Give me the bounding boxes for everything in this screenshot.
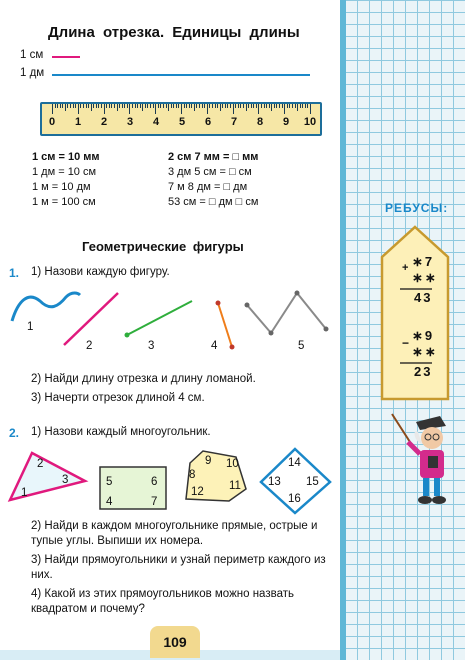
ruler-tick (98, 104, 99, 108)
ruler-tick (186, 104, 187, 108)
conversion-row: 1 м = 100 см (32, 196, 96, 208)
ruler-tick (140, 104, 141, 108)
broken-line-vertex (269, 331, 274, 336)
ruler-tick (284, 104, 285, 114)
orange-segment-figure (218, 303, 232, 347)
ray-figure (127, 301, 192, 335)
ruler-tick (142, 104, 143, 111)
task1-question-3: 3) Начерти отрезок длиной 4 см. (31, 392, 205, 404)
ruler-tick (230, 104, 231, 108)
ruler-tick (233, 104, 234, 114)
cm-segment (52, 56, 80, 58)
professor-illustration (388, 408, 450, 506)
ruler-tick (248, 104, 249, 108)
ruler-tick (238, 104, 239, 108)
angle-number: 2 (37, 458, 44, 470)
ruler-label: 10 (303, 116, 317, 128)
ruler-tick (124, 104, 125, 108)
ruler-tick (86, 104, 87, 108)
broken-line-figure (247, 293, 326, 333)
angle-number: 8 (189, 469, 196, 481)
ruler-tick (65, 104, 66, 111)
professor-arm (408, 442, 420, 454)
ruler-label: 5 (178, 116, 186, 128)
broken-line-vertex (324, 327, 329, 332)
ruler-tick (173, 104, 174, 108)
ruler-tick (129, 104, 130, 114)
ruler-tick (222, 104, 223, 108)
angle-number: 14 (288, 457, 301, 469)
ruler-tick (246, 104, 247, 111)
ruler-label: 1 (74, 116, 82, 128)
ruler-tick (83, 104, 84, 108)
professor-shoe (418, 496, 432, 504)
ruler-tick (73, 104, 74, 108)
conversion-row: 3 дм 5 см = □ см (168, 166, 252, 178)
angle-number: 7 (151, 496, 158, 508)
unit-cm-label: 1 см (20, 49, 44, 61)
ruler-label: 0 (48, 116, 56, 128)
broken-line-vertex (295, 291, 300, 296)
ruler-tick (292, 104, 293, 108)
ruler-tick (302, 104, 303, 108)
ruler-tick (178, 104, 179, 108)
ruler-tick (55, 104, 56, 108)
ruler-tick (215, 104, 216, 108)
pointer-stick (392, 414, 410, 442)
ruler-tick (295, 104, 296, 108)
conversions-left (32, 150, 100, 210)
ruler-label: 8 (256, 116, 264, 128)
rebus-title: РЕБУСЫ: (385, 201, 449, 215)
angle-number: 9 (205, 455, 212, 467)
ruler-tick (305, 104, 306, 108)
ruler-tick (274, 104, 275, 108)
rebus-result: 23 (414, 364, 433, 379)
ruler-tick (70, 104, 71, 108)
ruler-tick (137, 104, 138, 108)
task1-number: 1. (9, 266, 20, 280)
ruler-tick (181, 104, 182, 114)
ruler-tick (279, 104, 280, 108)
ruler-label: 4 (152, 116, 160, 128)
ruler-tick (209, 104, 210, 108)
ruler-tick (104, 104, 105, 114)
angle-number: 6 (151, 476, 158, 488)
conversions-right (168, 150, 258, 210)
figure-label: 5 (298, 340, 305, 352)
ruler-tick (52, 104, 53, 114)
rebus-line: ∗∗ (412, 344, 438, 359)
ruler-tick (300, 104, 301, 108)
ruler-tick (289, 104, 290, 108)
ruler-tick (168, 104, 169, 111)
ruler-tick (158, 104, 159, 108)
ruler-tick (196, 104, 197, 108)
ray-endpoint (125, 333, 130, 338)
conversion-row: 53 см = □ дм □ см (168, 196, 259, 208)
ruler-tick (109, 104, 110, 108)
ruler-tick (119, 104, 120, 108)
professor-head (421, 427, 443, 449)
rebus-result: 43 (414, 290, 433, 305)
angle-number: 12 (191, 486, 204, 498)
ruler-tick (67, 104, 68, 108)
ruler-tick (310, 104, 311, 114)
section-title: Геометрические фигуры (82, 239, 244, 254)
ruler-tick (253, 104, 254, 108)
ruler-tick (199, 104, 200, 108)
angle-number: 1 (21, 487, 28, 499)
ruler-tick (75, 104, 76, 108)
ruler-label: 9 (282, 116, 290, 128)
conversion-row: 1 дм = 10 см (32, 166, 97, 178)
ruler-tick (163, 104, 164, 108)
ruler-tick (251, 104, 252, 108)
figure-label: 1 (27, 321, 34, 333)
ruler-label: 3 (126, 116, 134, 128)
ruler-tick (80, 104, 81, 108)
page-divider (340, 0, 346, 660)
angle-number: 16 (288, 493, 301, 505)
ruler-tick (276, 104, 277, 108)
curve-figure (12, 293, 80, 321)
ruler-tick (117, 104, 118, 111)
ruler-tick (160, 104, 161, 108)
ruler-tick (111, 104, 112, 108)
ruler-tick (191, 104, 192, 108)
segment-endpoint (216, 301, 221, 306)
task1-question-1: 1) Назови каждую фигуру. (31, 266, 170, 278)
ruler (40, 102, 322, 136)
ruler-tick (202, 104, 203, 108)
task2-question-1: 1) Назови каждый многоугольник. (31, 426, 211, 438)
ruler-tick (114, 104, 115, 108)
task1-figures (0, 285, 340, 360)
ruler-tick (184, 104, 185, 108)
angle-number: 5 (106, 476, 113, 488)
ruler-tick (122, 104, 123, 108)
ruler-tick (271, 104, 272, 111)
ruler-label: 7 (230, 116, 238, 128)
ruler-tick (212, 104, 213, 108)
professor-leg (434, 478, 440, 496)
ruler-tick (57, 104, 58, 108)
ruler-tick (62, 104, 63, 108)
angle-number: 4 (106, 496, 113, 508)
task2-question-2: 2) Найди в каждом многоугольнике прямые, острые и тупые углы. Выпиши их номера. (31, 520, 318, 547)
rebus-sign: − (402, 336, 410, 350)
ruler-tick (60, 104, 61, 108)
professor-leg (423, 478, 429, 496)
rebus-line: ∗9 (412, 328, 435, 343)
ruler-tick (297, 104, 298, 111)
ruler-tick (225, 104, 226, 108)
ruler-tick (217, 104, 218, 108)
ruler-tick (91, 104, 92, 111)
ruler-tick (106, 104, 107, 108)
ruler-tick (145, 104, 146, 108)
angle-number: 11 (229, 480, 241, 492)
ruler-tick (287, 104, 288, 108)
dm-segment (52, 74, 310, 76)
ruler-tick (88, 104, 89, 108)
professor-hair (415, 431, 422, 444)
page-title: Длина отрезка. Единицы длины (48, 24, 300, 41)
segment-endpoint (230, 345, 235, 350)
task1-question-2: 2) Найди длину отрезка и длину ломаной. (31, 373, 256, 385)
angle-number: 10 (226, 458, 239, 470)
angle-number: 3 (62, 474, 69, 486)
ruler-tick (153, 104, 154, 108)
ruler-tick (78, 104, 79, 114)
ruler-tick (147, 104, 148, 108)
figure-label: 2 (86, 340, 93, 352)
broken-line-vertex (245, 303, 250, 308)
rebus-line: ∗7 (412, 254, 435, 269)
unit-dm-label: 1 дм (20, 67, 45, 79)
ruler-tick (264, 104, 265, 108)
figure-label: 3 (148, 340, 155, 352)
conversion-row: 1 см = 10 мм (32, 151, 100, 163)
angle-number: 13 (268, 476, 281, 488)
conversion-row: 1 м = 10 дм (32, 181, 91, 193)
ruler-tick (166, 104, 167, 108)
ruler-tick (189, 104, 190, 108)
ruler-tick (93, 104, 94, 108)
ruler-tick (194, 104, 195, 111)
ruler-tick (256, 104, 257, 108)
ruler-tick (220, 104, 221, 111)
task2-question-3: 3) Найди прямоугольники и узнай периметр каждого из них. (31, 554, 326, 581)
professor-book (428, 456, 438, 468)
professor-shoe (432, 496, 446, 504)
ruler-tick (101, 104, 102, 108)
page-number: 109 (150, 626, 200, 658)
ruler-tick (204, 104, 205, 108)
conversion-row: 7 м 8 дм = □ дм (168, 181, 248, 193)
ruler-tick (207, 104, 208, 114)
ruler-tick (266, 104, 267, 108)
ruler-tick (155, 104, 156, 114)
rebus-sign: + (402, 262, 409, 274)
ruler-tick (150, 104, 151, 108)
ruler-label: 2 (100, 116, 108, 128)
segment-figure (64, 293, 118, 345)
ruler-tick (127, 104, 128, 108)
ruler-tick (135, 104, 136, 108)
ruler-tick (261, 104, 262, 108)
ruler-tick (243, 104, 244, 108)
ruler-tick (282, 104, 283, 108)
ruler-label: 6 (204, 116, 212, 128)
ruler-tick (96, 104, 97, 108)
ruler-tick (132, 104, 133, 108)
angle-number: 15 (306, 476, 319, 488)
rebus-line: ∗∗ (412, 270, 438, 285)
ruler-tick (171, 104, 172, 108)
conversion-row: 2 см 7 мм = □ мм (168, 151, 259, 163)
ruler-tick (227, 104, 228, 108)
ruler-tick (307, 104, 308, 108)
ruler-tick (269, 104, 270, 108)
ruler-tick (240, 104, 241, 108)
ruler-tick (176, 104, 177, 108)
task2-question-4: 4) Какой из этих прямоугольников можно назвать квадратом и почему? (31, 588, 294, 615)
figure-label: 4 (211, 340, 218, 352)
ruler-tick (258, 104, 259, 114)
task2-number: 2. (9, 426, 20, 440)
ruler-tick (235, 104, 236, 108)
